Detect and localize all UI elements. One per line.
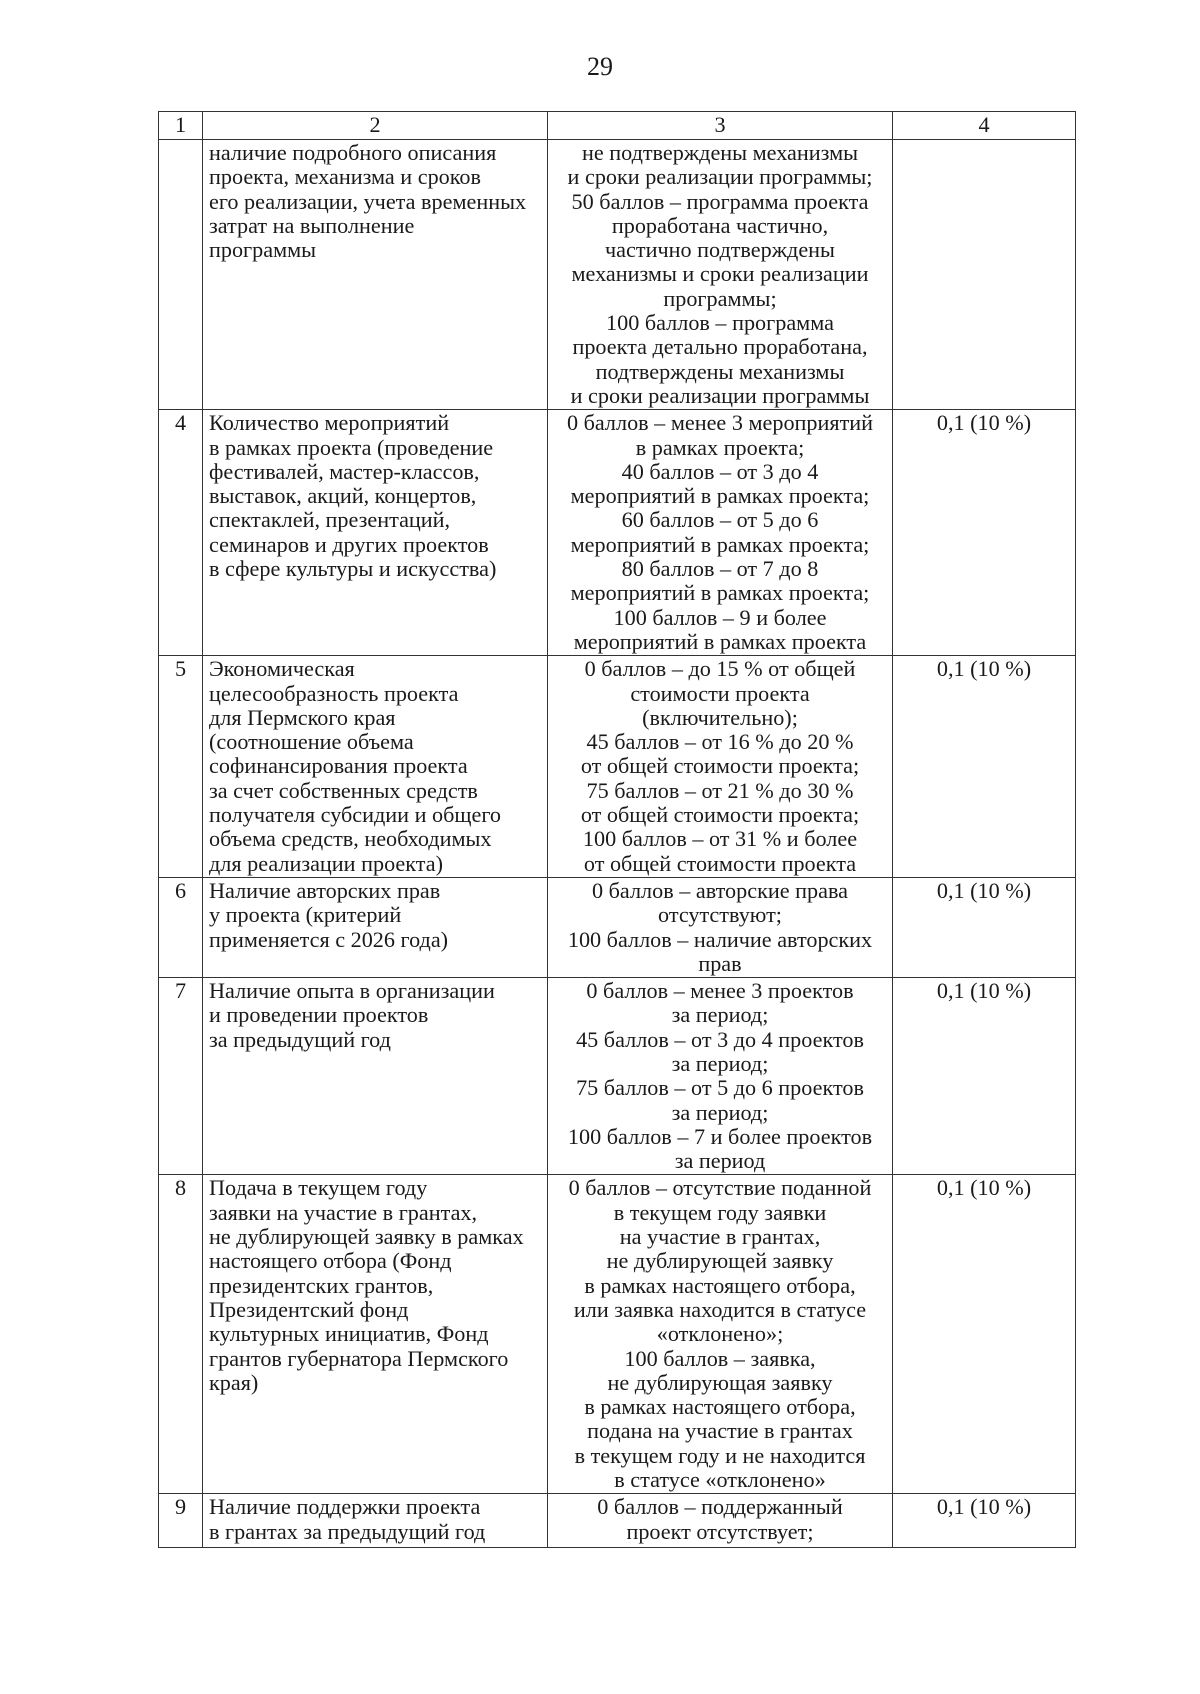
criteria-table <box>158 111 1076 1548</box>
scoring-line: проработана частично, <box>611 212 829 238</box>
scoring-line: 60 баллов – от 5 до 6 <box>621 507 819 533</box>
scoring-cell <box>548 656 893 878</box>
table-row <box>159 1175 1076 1494</box>
scoring-line: 100 баллов – программа <box>606 310 834 336</box>
scoring-line: 100 баллов – 9 и более <box>613 604 827 630</box>
scoring-line: в рамках проекта; <box>635 434 805 460</box>
row-number <box>159 140 203 410</box>
column-header: 3 <box>548 112 893 140</box>
table-row <box>159 410 1076 656</box>
scoring-line: отсутствуют; <box>658 902 782 928</box>
scoring-line: за период <box>674 1148 766 1174</box>
scoring-line: в текущем году заявки <box>613 1199 827 1225</box>
scoring-cell <box>548 978 893 1175</box>
scoring-line: и сроки реализации программы <box>570 382 870 408</box>
criterion-line: Подача в текущем году <box>209 1175 428 1201</box>
scoring-line: 45 баллов – от 16 % до 20 % <box>586 729 854 755</box>
criterion-line: в сфере культуры и искусства) <box>209 556 497 582</box>
scoring-line: проект отсутствует; <box>626 1518 814 1544</box>
scoring-line: в рамках настоящего отбора, <box>584 1394 856 1420</box>
scoring-line: в статусе «отклонено» <box>614 1467 826 1493</box>
scoring-line: на участие в грантах, <box>619 1224 821 1250</box>
criterion-line: за счет собственных средств <box>209 777 478 803</box>
scoring-line: 100 баллов – от 31 % и более <box>582 826 858 852</box>
row-number: 9 <box>159 1494 203 1548</box>
criterion-line: грантов губернатора Пермского <box>209 1345 509 1371</box>
criterion-line: Наличие авторских прав <box>209 877 441 903</box>
scoring-line: механизмы и сроки реализации <box>571 261 869 287</box>
scoring-line: подана на участие в грантах <box>587 1418 853 1444</box>
criterion-line: не дублирующей заявку в рамках <box>209 1224 524 1250</box>
scoring-cell <box>548 410 893 656</box>
column-header: 2 <box>203 112 548 140</box>
criterion-line: спектаклей, презентаций, <box>209 507 451 533</box>
criterion-line: края) <box>209 1369 259 1395</box>
row-number: 6 <box>159 877 203 977</box>
criterion-cell <box>203 1494 548 1548</box>
scoring-line: 75 баллов – от 5 до 6 проектов <box>576 1075 864 1101</box>
criterion-line: у проекта (критерий <box>209 902 402 928</box>
weight-cell: 0,1 (10 %) <box>893 978 1076 1175</box>
row-number: 5 <box>159 656 203 878</box>
scoring-line: в рамках настоящего отбора, <box>584 1272 856 1298</box>
criterion-line: выставок, акций, концертов, <box>209 483 477 509</box>
criterion-cell <box>203 656 548 878</box>
scoring-line: за период; <box>671 1099 769 1125</box>
scoring-line: не дублирующая заявку <box>607 1369 833 1395</box>
criterion-line: проекта, механизма и сроков <box>209 164 481 190</box>
criterion-line: программы <box>209 237 317 263</box>
scoring-line: 100 баллов – 7 и более проектов <box>567 1123 873 1149</box>
scoring-line: подтверждены механизмы <box>595 358 845 384</box>
scoring-line: от общей стоимости проекта <box>583 850 857 876</box>
criterion-line: в грантах за предыдущий год <box>209 1518 486 1544</box>
criterion-line: его реализации, учета временных <box>209 188 527 214</box>
scoring-line: мероприятий в рамках проекта; <box>570 580 870 606</box>
scoring-line: программы; <box>663 285 777 311</box>
criterion-line: в рамках проекта (проведение <box>209 434 494 460</box>
criterion-cell <box>203 410 548 656</box>
scoring-line: мероприятий в рамках проекта; <box>570 483 870 509</box>
criterion-cell <box>203 877 548 977</box>
scoring-line: за период; <box>671 1050 769 1076</box>
scoring-line: 75 баллов – от 21 % до 30 % <box>586 777 854 803</box>
scoring-cell <box>548 1175 893 1494</box>
scoring-line: 0 баллов – отсутствие поданной <box>568 1175 872 1201</box>
criterion-line: настоящего отбора (Фонд <box>209 1248 452 1274</box>
table-row <box>159 140 1076 410</box>
header-row <box>159 112 1076 140</box>
weight-cell <box>893 140 1076 410</box>
scoring-line: (включительно); <box>642 704 798 730</box>
criterion-line: целесообразность проекта <box>209 680 459 706</box>
scoring-line: от общей стоимости проекта; <box>580 802 860 828</box>
column-header: 4 <box>893 112 1076 140</box>
scoring-line: частично подтверждены <box>605 237 835 263</box>
scoring-line: «отклонено»; <box>656 1321 784 1347</box>
criterion-line: получателя субсидии и общего <box>209 802 501 828</box>
scoring-line: 0 баллов – поддержанный <box>597 1494 843 1520</box>
criterion-line: семинаров и других проектов <box>209 531 489 557</box>
weight-cell: 0,1 (10 %) <box>893 1494 1076 1548</box>
criterion-line: Наличие опыта в организации <box>209 978 495 1004</box>
table-body <box>159 140 1076 1548</box>
criterion-line: Президентский фонд <box>209 1296 409 1322</box>
criterion-line: Наличие поддержки проекта <box>209 1494 481 1520</box>
scoring-line: 45 баллов – от 3 до 4 проектов <box>576 1026 864 1052</box>
criterion-line: президентских грантов, <box>209 1272 434 1298</box>
criterion-line: для реализации проекта) <box>209 850 443 876</box>
scoring-line: 0 баллов – менее 3 мероприятий <box>566 410 874 436</box>
weight-cell: 0,1 (10 %) <box>893 1175 1076 1494</box>
criterion-cell <box>203 978 548 1175</box>
weight-cell: 0,1 (10 %) <box>893 656 1076 878</box>
scoring-line: не подтверждены механизмы <box>581 140 859 165</box>
weight-cell: 0,1 (10 %) <box>893 410 1076 656</box>
table-row <box>159 1494 1076 1548</box>
row-number: 7 <box>159 978 203 1175</box>
criterion-line: для Пермского края <box>209 704 396 730</box>
scoring-line: 0 баллов – менее 3 проектов <box>586 978 854 1004</box>
scoring-line: 80 баллов – от 7 до 8 <box>621 556 819 582</box>
scoring-cell <box>548 1494 893 1548</box>
criterion-line: Экономическая <box>209 656 355 682</box>
scoring-line: не дублирующей заявку <box>606 1248 834 1274</box>
scoring-line: 50 баллов – программа проекта <box>571 188 869 214</box>
criterion-line: культурных инициатив, Фонд <box>209 1321 489 1347</box>
table-row <box>159 656 1076 878</box>
table-row <box>159 877 1076 977</box>
scoring-line: мероприятий в рамках проекта; <box>570 531 870 557</box>
scoring-line: проекта детально проработана, <box>572 334 868 360</box>
criterion-line: софинансирования проекта <box>209 753 468 779</box>
scoring-line: прав <box>698 950 742 976</box>
column-header: 1 <box>159 112 203 140</box>
scoring-line: мероприятий в рамках проекта <box>573 628 867 654</box>
scoring-line: от общей стоимости проекта; <box>580 753 860 779</box>
row-number: 4 <box>159 410 203 656</box>
scoring-line: 40 баллов – от 3 до 4 <box>621 458 819 484</box>
criterion-line: объема средств, необходимых <box>209 826 492 852</box>
criterion-line: фестивалей, мастер-классов, <box>209 458 480 484</box>
criterion-cell <box>203 1175 548 1494</box>
criterion-line: применяется с 2026 года) <box>209 926 449 952</box>
scoring-line: 0 баллов – до 15 % от общей <box>584 656 856 682</box>
criterion-line: наличие подробного описания <box>209 140 497 165</box>
scoring-line: или заявка находится в статусе <box>573 1296 867 1322</box>
criterion-line: (соотношение объема <box>209 729 414 755</box>
criterion-line: затрат на выполнение <box>209 212 415 238</box>
scoring-line: в текущем году и не находится <box>574 1442 866 1468</box>
scoring-line: 0 баллов – авторские права <box>592 877 848 903</box>
scoring-line: и сроки реализации программы; <box>567 164 873 190</box>
weight-cell: 0,1 (10 %) <box>893 877 1076 977</box>
page-number: 29 <box>587 52 613 81</box>
criterion-line: заявки на участие в грантах, <box>209 1199 478 1225</box>
scoring-line: 100 баллов – заявка, <box>624 1345 816 1371</box>
criterion-cell <box>203 140 548 410</box>
criterion-line: Количество мероприятий <box>209 410 450 436</box>
row-number: 8 <box>159 1175 203 1494</box>
criterion-line: за предыдущий год <box>209 1026 391 1052</box>
scoring-cell <box>548 877 893 977</box>
scoring-cell <box>548 140 893 410</box>
scoring-line: 100 баллов – наличие авторских <box>567 926 873 952</box>
table-row <box>159 978 1076 1175</box>
scoring-line: стоимости проекта <box>630 680 810 706</box>
criterion-line: и проведении проектов <box>209 1002 429 1028</box>
scoring-line: за период; <box>671 1002 769 1028</box>
